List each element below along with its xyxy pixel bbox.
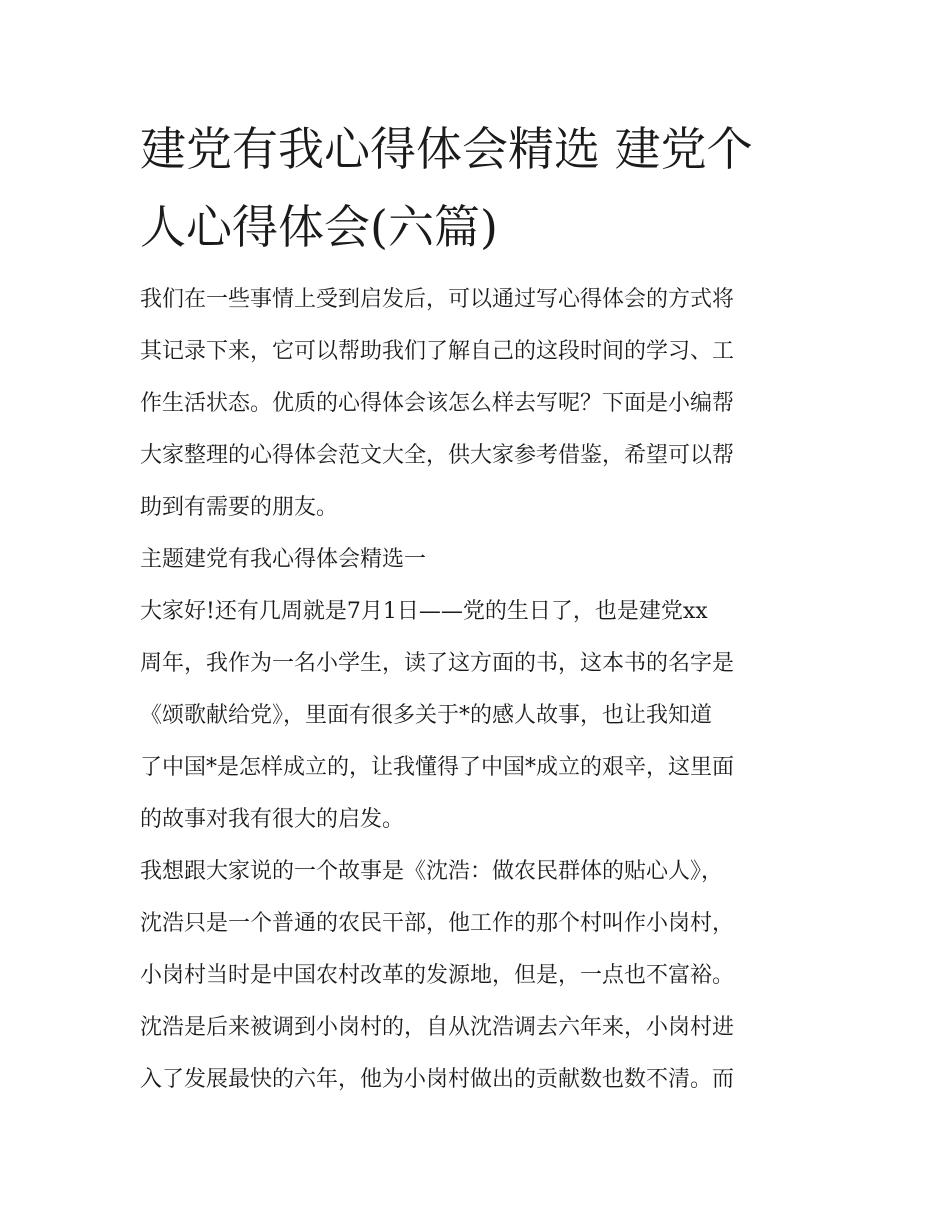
text-line: 我们在一些事情上受到启发后，可以通过写心得体会的方式将 <box>140 287 735 312</box>
document-content <box>140 110 820 1106</box>
text-line: 周年，我作为一名小学生，读了这方面的书，这本书的名字是 <box>140 651 735 676</box>
text-line: 《颂歌献给党》，里面有很多关于*的感人故事，也让我知道 <box>140 703 713 728</box>
text-line: 入了发展最快的六年，他为小岗村做出的贡献数也数不清。而 <box>140 1067 735 1092</box>
intro-paragraph <box>140 274 820 534</box>
text-line: 大家整理的心得体会范文大全，供大家参考借鉴，希望可以帮 <box>140 443 735 468</box>
text-line: 其记录下来，它可以帮助我们了解自己的这段时间的学习、工 <box>140 339 735 364</box>
heading-line: 主题建党有我心得体会精选一 <box>140 547 427 572</box>
text-line: 助到有需要的朋友。 <box>140 495 339 520</box>
text-line: 沈浩是后来被调到小岗村的，自从沈浩调去六年来，小岗村进 <box>140 1015 735 1040</box>
document-title <box>140 110 820 266</box>
text-line: 了中国*是怎样成立的，让我懂得了中国*成立的艰辛，这里面 <box>140 755 735 780</box>
text-line: 我想跟大家说的一个故事是《沈浩：做农民群体的贴心人》， <box>140 859 724 884</box>
text-line: 作生活状态。优质的心得体会该怎么样去写呢？下面是小编帮 <box>140 391 735 416</box>
text-line: 沈浩只是一个普通的农民干部，他工作的那个村叫作小岗村， <box>140 911 735 936</box>
section-heading <box>140 534 820 586</box>
text-line: 的故事对我有很大的启发。 <box>140 807 405 832</box>
text-line: 小岗村当时是中国农村改革的发源地，但是，一点也不富裕。 <box>140 963 735 988</box>
text-line: 大家好!还有几周就是7月1日——党的生日了，也是建党xx <box>140 599 708 624</box>
body-paragraph-2 <box>140 846 820 1106</box>
title-line: 人心得体会(六篇) <box>140 200 498 254</box>
title-line: 建党有我心得体会精选 建党个 <box>140 122 753 176</box>
body-paragraph-1 <box>140 586 820 846</box>
